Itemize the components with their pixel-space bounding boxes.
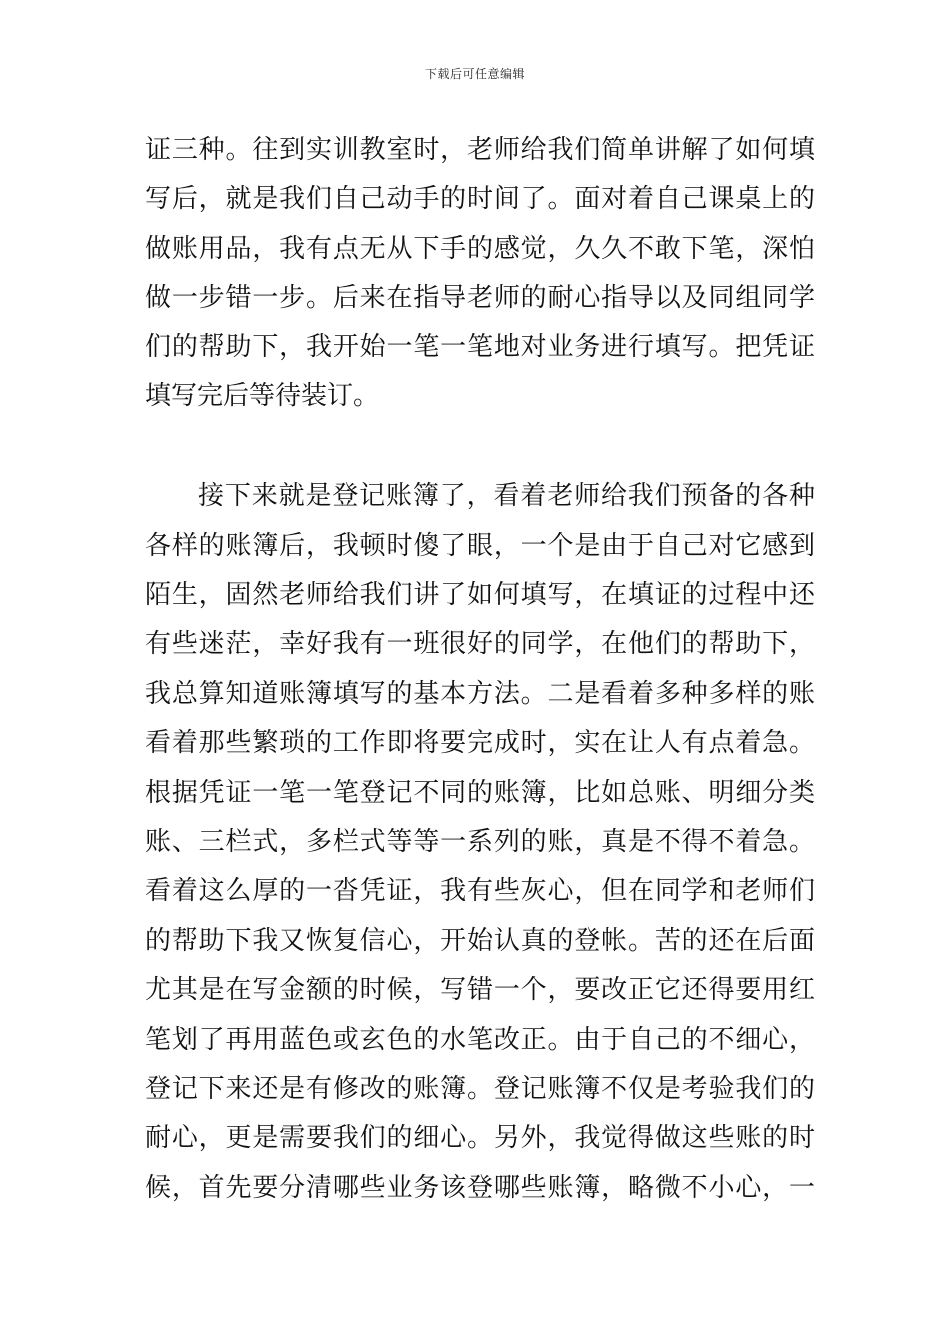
paragraph-1-line-3: 做账用品，我有点无从下手的感觉，久久不敢下笔，深怕 bbox=[145, 234, 815, 264]
paragraph-2-line-10: 的帮助下我又恢复信心，开始认真的登帐。苦的还在后面 bbox=[145, 926, 815, 956]
page-header: 下载后可任意编辑 bbox=[424, 67, 525, 81]
paragraph-2-line-14: 耐心，更是需要我们的细心。另外，我觉得做这些账的时 bbox=[145, 1123, 815, 1153]
paragraph-2-line-15: 候，首先要分清哪些业务该登哪些账簿，略微不小心，一 bbox=[145, 1173, 815, 1203]
paragraph-2-line-12: 笔划了再用蓝色或玄色的水笔改正。由于自己的不细心， bbox=[145, 1025, 815, 1055]
paragraph-2-line-6: 看着那些繁琐的工作即将要完成时，实在让人有点着急。 bbox=[145, 728, 815, 758]
paragraph-1-line-1: 证三种。往到实训教室时，老师给我们简单讲解了如何填 bbox=[145, 135, 815, 165]
paragraph-2-line-8: 账、三栏式，多栏式等等一系列的账，真是不得不着急。 bbox=[145, 827, 815, 857]
paragraph-2-line-9: 看着这么厚的一沓凭证，我有些灰心，但在同学和老师们 bbox=[145, 876, 815, 906]
paragraph-1-line-4: 做一步错一步。后来在指导老师的耐心指导以及同组同学 bbox=[145, 283, 815, 313]
paragraph-2-line-7: 根据凭证一笔一笔登记不同的账簿，比如总账、明细分类 bbox=[145, 778, 815, 808]
paragraph-2-line-5: 我总算知道账簿填写的基本方法。二是看着多种多样的账 bbox=[145, 679, 815, 709]
paragraph-1-line-6: 填写完后等待装订。 bbox=[145, 381, 380, 411]
paragraph-1-line-2: 写后，就是我们自己动手的时间了。面对着自己课桌上的 bbox=[145, 184, 815, 214]
paragraph-2-line-11: 尤其是在写金额的时候，写错一个，要改正它还得要用红 bbox=[145, 975, 815, 1005]
paragraph-2-line-4: 有些迷茫，幸好我有一班很好的同学，在他们的帮助下， bbox=[145, 629, 815, 659]
paragraph-2-line-2: 各样的账簿后，我顿时傻了眼，一个是由于自己对它感到 bbox=[145, 531, 815, 561]
paragraph-2-line-3: 陌生，固然老师给我们讲了如何填写，在填证的过程中还 bbox=[145, 580, 815, 610]
paragraph-2-line-13: 登记下来还是有修改的账簿。登记账簿不仅是考验我们的 bbox=[145, 1074, 815, 1104]
paragraph-1-line-5: 们的帮助下，我开始一笔一笔地对业务进行填写。把凭证 bbox=[145, 332, 815, 362]
paragraph-2-line-1: 接下来就是登记账簿了，看着老师给我们预备的各种 bbox=[198, 481, 815, 511]
